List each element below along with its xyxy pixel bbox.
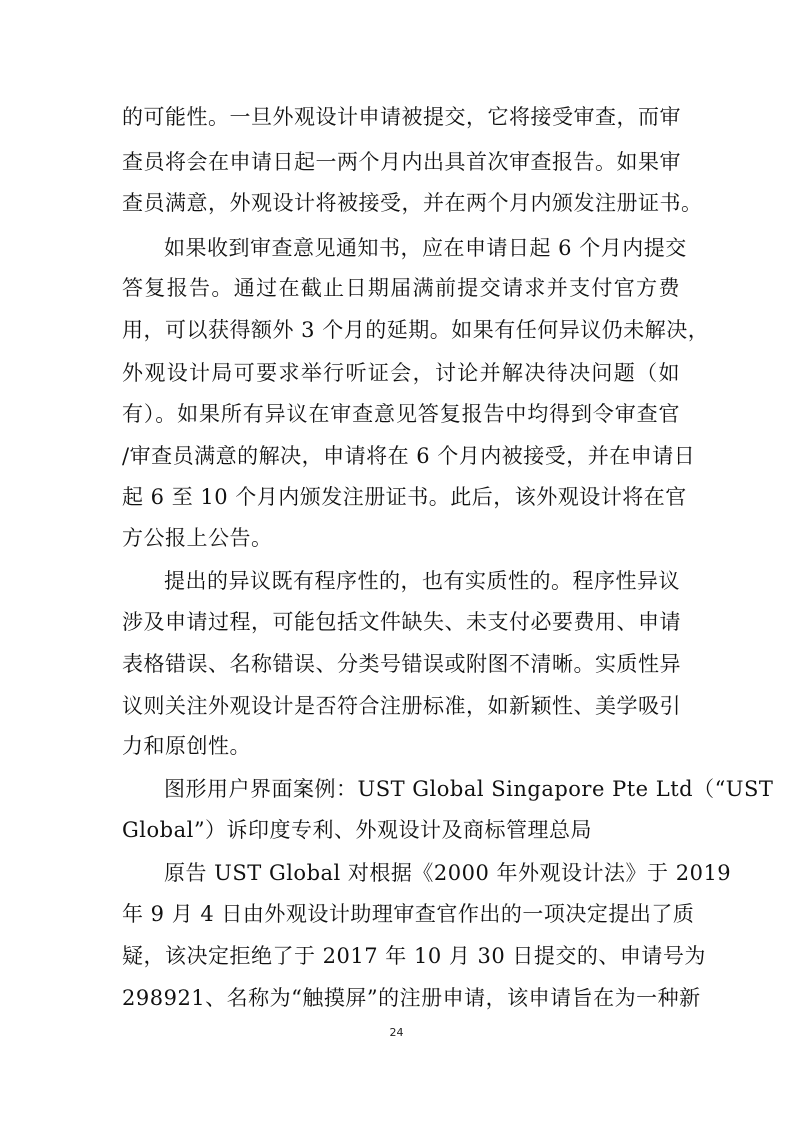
paragraph-1-line-1: 的可能性。一旦外观设计申请被提交，它将接受审查，而审: [122, 105, 681, 129]
paragraph-3-line-4: 议则关注外观设计是否符合注册标准，如新颖性、美学吸引: [122, 694, 681, 718]
paragraph-2-line-7: 起 6 至 10 个月内颁发注册证书。此后，该外观设计将在官: [122, 485, 687, 509]
paragraph-1-line-2: 查员将会在申请日起一两个月内出具首次审查报告。如果审: [122, 150, 681, 174]
paragraph-1-line-3: 查员满意，外观设计将被接受，并在两个月内颁发注册证书。: [122, 191, 703, 215]
paragraph-3-line-3: 表格错误、名称错误、分类号错误或附图不清晰。实质性异: [122, 652, 681, 676]
case-heading-line-2: Global”）诉印度专利、外观设计及商标管理总局: [122, 818, 593, 842]
paragraph-3-line-5: 力和原创性。: [122, 734, 251, 758]
paragraph-2-line-2: 答复报告。通过在截止日期届满前提交请求并支付官方费: [122, 276, 680, 300]
paragraph-2-line-6: /审查员满意的解决，申请将在 6 个月内被接受，并在申请日: [122, 444, 696, 468]
paragraph-2-line-8: 方公报上公告。: [122, 526, 273, 550]
case-heading-line-1: 图形用户界面案例：UST Global Singapore Pte Ltd（“UST: [164, 777, 774, 801]
paragraph-3-line-2: 涉及申请过程，可能包括文件缺失、未支付必要费用、申请: [122, 610, 681, 634]
paragraph-3-line-1: 提出的异议既有程序性的，也有实质性的。程序性异议: [164, 569, 680, 593]
paragraph-2-line-1: 如果收到审查意见通知书，应在申请日起 6 个月内提交: [164, 236, 687, 260]
paragraph-5-line-4: 298921、名称为“触摸屏”的注册申请，该申请旨在为一种新: [122, 986, 701, 1010]
paragraph-2-line-3: 用，可以获得额外 3 个月的延期。如果有任何异议仍未解决，: [122, 318, 710, 342]
paragraph-5-line-3: 疑，该决定拒绝了于 2017 年 10 月 30 日提交的、申请号为: [122, 944, 706, 968]
paragraph-2-line-5: 有）。如果所有异议在审查意见答复报告中均得到令审查官: [122, 402, 680, 426]
page-number: 24: [389, 1026, 404, 1039]
paragraph-5-line-2: 年 9 月 4 日由外观设计助理审查官作出的一项决定提出了质: [122, 902, 695, 926]
paragraph-5-line-1: 原告 UST Global 对根据《2000 年外观设计法》于 2019: [164, 861, 732, 885]
paragraph-2-line-4: 外观设计局可要求举行听证会，讨论并解决待决问题（如: [122, 361, 680, 385]
